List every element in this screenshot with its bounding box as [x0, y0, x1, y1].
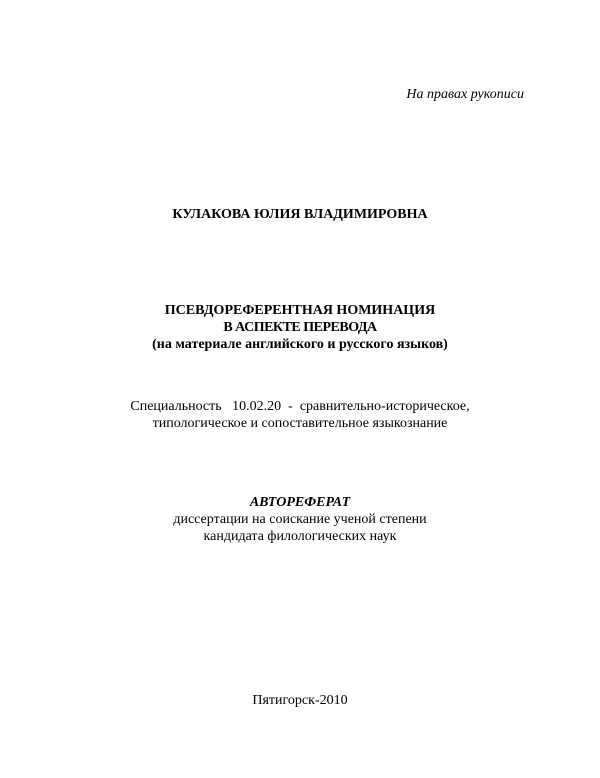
specialty-line-1: Специальность 10.02.20 - сравнительно-историческое,: [130, 399, 470, 414]
title-subtitle: (на материале английского и русского языков): [152, 337, 448, 352]
place-year: Пятигорск-2010: [252, 693, 348, 708]
specialty-line-2: типологическое и сопоставительное языкознание: [152, 416, 448, 431]
abstract-heading: АВТОРЕФЕРАТ: [249, 495, 351, 510]
title-line-2: В АСПЕКТЕ ПЕРЕВОДА: [223, 320, 377, 335]
abstract-line-1: диссертации на соискание ученой степени: [173, 512, 427, 527]
author-name: КУЛАКОВА ЮЛИЯ ВЛАДИМИРОВНА: [172, 207, 428, 222]
rights-note: На правах рукописи: [406, 87, 524, 102]
title-line-1: ПСЕВДОРЕФЕРЕНТНАЯ НОМИНАЦИЯ: [164, 303, 436, 318]
abstract-line-2: кандидата филологических наук: [203, 529, 397, 544]
